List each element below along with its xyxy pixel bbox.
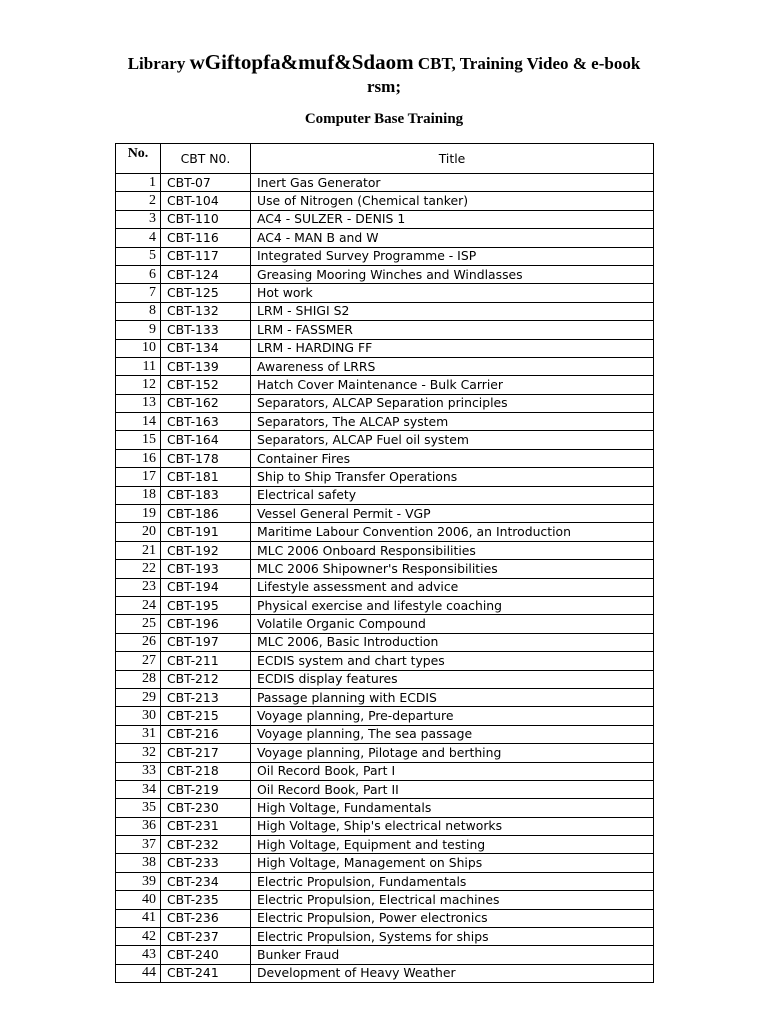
table-row bbox=[116, 376, 654, 394]
table-row bbox=[116, 486, 654, 504]
table-row bbox=[116, 229, 654, 247]
table-row bbox=[116, 615, 654, 633]
cbt-code: CBT-116 bbox=[161, 229, 251, 247]
table-row bbox=[116, 836, 654, 854]
cbt-code: CBT-117 bbox=[161, 247, 251, 265]
row-number: 35 bbox=[116, 799, 161, 817]
table-header-row bbox=[116, 144, 654, 174]
course-title: Electrical safety bbox=[251, 486, 654, 504]
table-row bbox=[116, 284, 654, 302]
row-number: 29 bbox=[116, 688, 161, 706]
table-row bbox=[116, 633, 654, 651]
course-title: Ship to Ship Transfer Operations bbox=[251, 468, 654, 486]
table-row bbox=[116, 946, 654, 964]
course-title: AC4 - MAN B and W bbox=[251, 229, 654, 247]
table-row bbox=[116, 174, 654, 192]
row-number: 33 bbox=[116, 762, 161, 780]
course-title: MLC 2006, Basic Introduction bbox=[251, 633, 654, 651]
course-title: Hatch Cover Maintenance - Bulk Carrier bbox=[251, 376, 654, 394]
course-title: Passage planning with ECDIS bbox=[251, 688, 654, 706]
course-title: AC4 - SULZER - DENIS 1 bbox=[251, 210, 654, 228]
column-header-cbt-no: CBT N0. bbox=[161, 144, 251, 174]
cbt-code: CBT-232 bbox=[161, 836, 251, 854]
cbt-code: CBT-216 bbox=[161, 725, 251, 743]
table-row bbox=[116, 688, 654, 706]
cbt-code: CBT-191 bbox=[161, 523, 251, 541]
cbt-code: CBT-218 bbox=[161, 762, 251, 780]
cbt-code: CBT-134 bbox=[161, 339, 251, 357]
course-title: MLC 2006 Shipowner's Responsibilities bbox=[251, 560, 654, 578]
row-number: 3 bbox=[116, 210, 161, 228]
table-row bbox=[116, 891, 654, 909]
table-row bbox=[116, 780, 654, 798]
row-number: 39 bbox=[116, 872, 161, 890]
table-row bbox=[116, 413, 654, 431]
course-title: MLC 2006 Onboard Responsibilities bbox=[251, 541, 654, 559]
table-row bbox=[116, 762, 654, 780]
row-number: 28 bbox=[116, 670, 161, 688]
row-number: 30 bbox=[116, 707, 161, 725]
cbt-code: CBT-237 bbox=[161, 928, 251, 946]
table-row bbox=[116, 817, 654, 835]
cbt-code: CBT-212 bbox=[161, 670, 251, 688]
row-number: 22 bbox=[116, 560, 161, 578]
course-title: Voyage planning, Pilotage and berthing bbox=[251, 744, 654, 762]
course-title: Electric Propulsion, Systems for ships bbox=[251, 928, 654, 946]
cbt-code: CBT-110 bbox=[161, 210, 251, 228]
cbt-code: CBT-163 bbox=[161, 413, 251, 431]
cbt-code: CBT-234 bbox=[161, 872, 251, 890]
table-row bbox=[116, 468, 654, 486]
cbt-code: CBT-197 bbox=[161, 633, 251, 651]
section-subtitle: Computer Base Training bbox=[304, 111, 464, 127]
course-title: High Voltage, Ship's electrical networks bbox=[251, 817, 654, 835]
table-row bbox=[116, 596, 654, 614]
cbt-code: CBT-139 bbox=[161, 357, 251, 375]
document-title bbox=[0, 50, 768, 75]
row-number: 21 bbox=[116, 541, 161, 559]
course-title: Awareness of LRRS bbox=[251, 357, 654, 375]
course-title: Vessel General Permit - VGP bbox=[251, 505, 654, 523]
title-part-cbt: CBT, Training Video & e-book bbox=[413, 54, 641, 73]
row-number: 38 bbox=[116, 854, 161, 872]
cbt-code: CBT-193 bbox=[161, 560, 251, 578]
row-number: 36 bbox=[116, 817, 161, 835]
row-number: 18 bbox=[116, 486, 161, 504]
course-title: Development of Heavy Weather bbox=[251, 964, 654, 982]
cbt-code: CBT-178 bbox=[161, 449, 251, 467]
table-row bbox=[116, 265, 654, 283]
row-number: 37 bbox=[116, 836, 161, 854]
course-title: Electric Propulsion, Electrical machines bbox=[251, 891, 654, 909]
cbt-table bbox=[115, 143, 654, 983]
row-number: 31 bbox=[116, 725, 161, 743]
table-row bbox=[116, 725, 654, 743]
row-number: 19 bbox=[116, 505, 161, 523]
cbt-code: CBT-230 bbox=[161, 799, 251, 817]
row-number: 24 bbox=[116, 596, 161, 614]
cbt-code: CBT-195 bbox=[161, 596, 251, 614]
row-number: 13 bbox=[116, 394, 161, 412]
course-title: Volatile Organic Compound bbox=[251, 615, 654, 633]
row-number: 42 bbox=[116, 928, 161, 946]
row-number: 41 bbox=[116, 909, 161, 927]
course-title: Voyage planning, The sea passage bbox=[251, 725, 654, 743]
cbt-code: CBT-07 bbox=[161, 174, 251, 192]
table-row bbox=[116, 339, 654, 357]
table-row bbox=[116, 744, 654, 762]
cbt-code: CBT-124 bbox=[161, 265, 251, 283]
title-part-library: Library bbox=[127, 54, 190, 73]
cbt-code: CBT-215 bbox=[161, 707, 251, 725]
table-row bbox=[116, 505, 654, 523]
row-number: 40 bbox=[116, 891, 161, 909]
course-title: Integrated Survey Programme - ISP bbox=[251, 247, 654, 265]
course-title: Voyage planning, Pre-departure bbox=[251, 707, 654, 725]
table-row bbox=[116, 964, 654, 982]
table-row bbox=[116, 394, 654, 412]
table-body bbox=[116, 174, 654, 983]
course-title: Electric Propulsion, Fundamentals bbox=[251, 872, 654, 890]
course-title: Separators, The ALCAP system bbox=[251, 413, 654, 431]
cbt-code: CBT-240 bbox=[161, 946, 251, 964]
course-title: Separators, ALCAP Fuel oil system bbox=[251, 431, 654, 449]
table-row bbox=[116, 670, 654, 688]
row-number: 43 bbox=[116, 946, 161, 964]
course-title: Separators, ALCAP Separation principles bbox=[251, 394, 654, 412]
course-title: High Voltage, Equipment and testing bbox=[251, 836, 654, 854]
cbt-code: CBT-125 bbox=[161, 284, 251, 302]
cbt-code: CBT-192 bbox=[161, 541, 251, 559]
row-number: 6 bbox=[116, 265, 161, 283]
row-number: 15 bbox=[116, 431, 161, 449]
row-number: 4 bbox=[116, 229, 161, 247]
course-title: LRM - FASSMER bbox=[251, 321, 654, 339]
table-row bbox=[116, 799, 654, 817]
row-number: 5 bbox=[116, 247, 161, 265]
column-header-title: Title bbox=[251, 144, 654, 174]
cbt-code: CBT-133 bbox=[161, 321, 251, 339]
row-number: 34 bbox=[116, 780, 161, 798]
table-row bbox=[116, 872, 654, 890]
table-row bbox=[116, 854, 654, 872]
course-title: Bunker Fraud bbox=[251, 946, 654, 964]
table-row bbox=[116, 192, 654, 210]
table-row bbox=[116, 578, 654, 596]
row-number: 9 bbox=[116, 321, 161, 339]
row-number: 16 bbox=[116, 449, 161, 467]
table-row bbox=[116, 909, 654, 927]
course-title: Oil Record Book, Part I bbox=[251, 762, 654, 780]
course-title: High Voltage, Management on Ships bbox=[251, 854, 654, 872]
course-title: ECDIS system and chart types bbox=[251, 652, 654, 670]
row-number: 44 bbox=[116, 964, 161, 982]
table-row bbox=[116, 449, 654, 467]
row-number: 25 bbox=[116, 615, 161, 633]
cbt-code: CBT-194 bbox=[161, 578, 251, 596]
row-number: 17 bbox=[116, 468, 161, 486]
document-title-line2: rsm; bbox=[367, 77, 401, 96]
table-row bbox=[116, 560, 654, 578]
row-number: 11 bbox=[116, 357, 161, 375]
course-title: Physical exercise and lifestyle coaching bbox=[251, 596, 654, 614]
row-number: 26 bbox=[116, 633, 161, 651]
row-number: 27 bbox=[116, 652, 161, 670]
table-row bbox=[116, 321, 654, 339]
cbt-code: CBT-241 bbox=[161, 964, 251, 982]
cbt-code: CBT-152 bbox=[161, 376, 251, 394]
row-number: 1 bbox=[116, 174, 161, 192]
cbt-code: CBT-235 bbox=[161, 891, 251, 909]
course-title: Inert Gas Generator bbox=[251, 174, 654, 192]
table-row bbox=[116, 210, 654, 228]
cbt-code: CBT-233 bbox=[161, 854, 251, 872]
course-title: ECDIS display features bbox=[251, 670, 654, 688]
course-title: Container Fires bbox=[251, 449, 654, 467]
cbt-code: CBT-164 bbox=[161, 431, 251, 449]
row-number: 8 bbox=[116, 302, 161, 320]
row-number: 7 bbox=[116, 284, 161, 302]
cbt-code: CBT-183 bbox=[161, 486, 251, 504]
course-title: Electric Propulsion, Power electronics bbox=[251, 909, 654, 927]
cbt-code: CBT-196 bbox=[161, 615, 251, 633]
course-title: Oil Record Book, Part II bbox=[251, 780, 654, 798]
table-row bbox=[116, 523, 654, 541]
table-row bbox=[116, 247, 654, 265]
cbt-code: CBT-162 bbox=[161, 394, 251, 412]
row-number: 32 bbox=[116, 744, 161, 762]
cbt-code: CBT-217 bbox=[161, 744, 251, 762]
table-row bbox=[116, 652, 654, 670]
cbt-code: CBT-211 bbox=[161, 652, 251, 670]
table-row bbox=[116, 431, 654, 449]
row-number: 23 bbox=[116, 578, 161, 596]
column-header-no: No. bbox=[116, 144, 161, 174]
course-title: Lifestyle assessment and advice bbox=[251, 578, 654, 596]
row-number: 20 bbox=[116, 523, 161, 541]
table-row bbox=[116, 357, 654, 375]
row-number: 10 bbox=[116, 339, 161, 357]
cbt-code: CBT-219 bbox=[161, 780, 251, 798]
course-title: Use of Nitrogen (Chemical tanker) bbox=[251, 192, 654, 210]
row-number: 12 bbox=[116, 376, 161, 394]
course-title: High Voltage, Fundamentals bbox=[251, 799, 654, 817]
row-number: 2 bbox=[116, 192, 161, 210]
cbt-code: CBT-104 bbox=[161, 192, 251, 210]
cbt-code: CBT-213 bbox=[161, 688, 251, 706]
course-title: LRM - SHIGI S2 bbox=[251, 302, 654, 320]
cbt-code: CBT-181 bbox=[161, 468, 251, 486]
table-row bbox=[116, 707, 654, 725]
cbt-code: CBT-186 bbox=[161, 505, 251, 523]
table-row bbox=[116, 928, 654, 946]
course-title: LRM - HARDING FF bbox=[251, 339, 654, 357]
table-row bbox=[116, 541, 654, 559]
course-title: Greasing Mooring Winches and Windlasses bbox=[251, 265, 654, 283]
course-title: Hot work bbox=[251, 284, 654, 302]
row-number: 14 bbox=[116, 413, 161, 431]
cbt-code: CBT-231 bbox=[161, 817, 251, 835]
course-title: Maritime Labour Convention 2006, an Introduction bbox=[251, 523, 654, 541]
cbt-code: CBT-236 bbox=[161, 909, 251, 927]
title-part-burmese: wGiftopfa&muf&Sdaom bbox=[189, 50, 414, 74]
table-row bbox=[116, 302, 654, 320]
cbt-code: CBT-132 bbox=[161, 302, 251, 320]
